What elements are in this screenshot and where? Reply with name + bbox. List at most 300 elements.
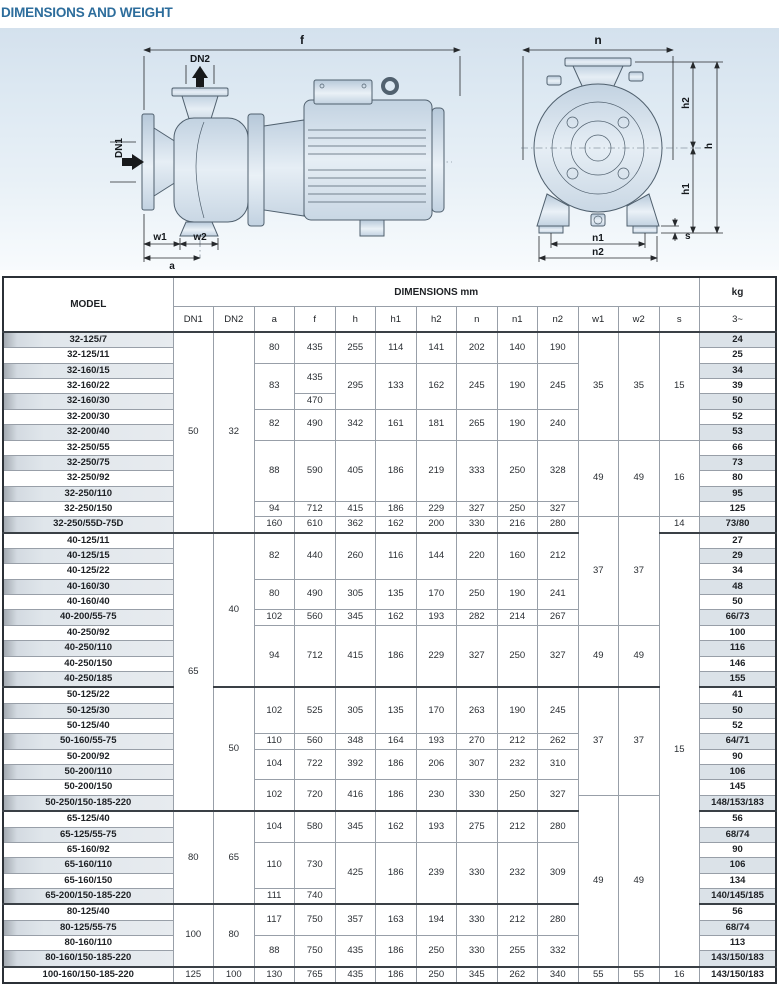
dim-cell-n1: 250 [497,440,538,501]
dim-cell-h2: 141 [416,332,457,363]
header-h2: h2 [416,307,457,333]
model-cell: 40-250/185 [3,671,173,687]
dim-cell-n1: 250 [497,501,538,516]
dim-cell-h2: 144 [416,533,457,580]
dim-cell-w2: 37 [619,687,660,795]
dim-cell-n1: 190 [497,687,538,734]
weight-cell: 64/71 [700,734,777,749]
dim-cell-n: 330 [457,842,498,904]
table-row [3,533,776,549]
dim-cell-f: 720 [295,780,336,811]
dim-cell-f: 435 [295,363,336,394]
dim-cell-h1: 135 [376,579,417,610]
model-cell: 40-250/110 [3,641,173,656]
model-cell: 40-160/30 [3,579,173,594]
dim-cell-a: 82 [254,533,295,580]
weight-cell: 125 [700,501,777,516]
dim-cell-f: 750 [295,936,336,967]
dim-cell-n2: 190 [538,332,579,363]
dim-cell-h1: 186 [376,440,417,501]
weight-cell: 53 [700,425,777,440]
dim-cell-n1: 212 [497,904,538,935]
dim-cell-h1: 186 [376,625,417,687]
dim-cell-n1: 190 [497,579,538,610]
header-model: MODEL [3,277,173,332]
dim-cell-h1: 162 [376,610,417,625]
dim-cell-n1: 190 [497,409,538,440]
weight-cell: 41 [700,687,777,703]
dim-cell-n2: 328 [538,440,579,501]
dim-cell-n1: 216 [497,517,538,533]
model-cell: 50-125/22 [3,687,173,703]
weight-cell: 143/150/183 [700,967,777,983]
weight-cell: 95 [700,486,777,501]
model-cell: 32-250/55 [3,440,173,455]
dim-cell-a: 104 [254,749,295,780]
weight-cell: 145 [700,780,777,795]
model-cell: 40-200/55-75 [3,610,173,625]
dim-cell-dn2: 80 [214,904,255,966]
fan-cover [432,108,444,212]
dim-cell-h1: 164 [376,734,417,749]
dim-cell-s: 16 [659,967,700,983]
weight-cell: 25 [700,348,777,363]
dim-cell-n2: 280 [538,811,579,842]
dim-cell-h2: 206 [416,749,457,780]
dim-cell-w2: 37 [619,517,660,626]
dim-cell-h2: 219 [416,440,457,501]
weight-cell: 106 [700,765,777,780]
dim-cell-n: 330 [457,780,498,811]
model-cell: 32-250/92 [3,471,173,486]
weight-cell: 24 [700,332,777,348]
dim-cell-n: 220 [457,533,498,580]
dim-cell-s: 16 [659,440,700,517]
header-w2: w2 [619,307,660,333]
dim-cell-n2: 280 [538,904,579,935]
weight-cell: 113 [700,936,777,951]
dim-cell-f: 525 [295,687,336,734]
weight-cell: 34 [700,564,777,579]
dim-cell-dn2: 40 [214,533,255,688]
model-cell: 32-200/30 [3,409,173,424]
dim-label-n: n [594,33,602,47]
dim-cell-n1: 190 [497,363,538,409]
weight-cell: 90 [700,842,777,857]
dim-cell-n: 307 [457,749,498,780]
dim-cell-h2: 250 [416,967,457,983]
dim-cell-f: 435 [295,332,336,363]
model-cell: 40-250/92 [3,625,173,640]
pump-diagram-panel [0,28,779,270]
dim-cell-s: 15 [659,332,700,440]
weight-cell: 66 [700,440,777,455]
model-cell: 50-200/150 [3,780,173,795]
page-title: DIMENSIONS AND WEIGHT [1,5,173,20]
dim-cell-f: 580 [295,811,336,842]
terminal-box [314,80,372,104]
dim-cell-h1: 186 [376,501,417,516]
dim-cell-w2: 49 [619,795,660,966]
model-cell: 65-125/40 [3,811,173,827]
dim-cell-n2: 262 [538,734,579,749]
weight-cell: 48 [700,579,777,594]
dim-cell-f: 750 [295,904,336,935]
table-row [3,967,776,983]
dim-cell-h: 342 [335,409,376,440]
dim-cell-h: 435 [335,967,376,983]
weight-cell: 50 [700,394,777,409]
weight-cell: 80 [700,471,777,486]
dim-cell-n2: 309 [538,842,579,904]
dim-cell-h: 345 [335,610,376,625]
dim-cell-h1: 162 [376,517,417,533]
dim-cell-h2: 193 [416,610,457,625]
dim-cell-a: 130 [254,967,295,983]
dim-cell-f: 730 [295,842,336,888]
dim-cell-h2: 230 [416,780,457,811]
dim-cell-f: 712 [295,625,336,687]
model-cell: 80-160/150-185-220 [3,951,173,967]
dim-cell-h: 305 [335,579,376,610]
weight-cell: 116 [700,641,777,656]
dim-cell-f: 740 [295,888,336,904]
dim-cell-n: 202 [457,332,498,363]
dim-cell-dn1: 65 [173,533,214,811]
weight-cell: 52 [700,409,777,424]
dim-cell-h1: 162 [376,811,417,842]
dim-label-w2: w2 [193,232,207,243]
model-cell: 40-125/22 [3,564,173,579]
dim-cell-n: 345 [457,967,498,983]
dim-label-w1: w1 [153,232,167,243]
dim-cell-n: 282 [457,610,498,625]
table-row [3,440,776,455]
dim-cell-f: 722 [295,749,336,780]
dim-cell-a: 88 [254,936,295,967]
dim-cell-dn2: 50 [214,687,255,811]
motor-foot [360,220,384,236]
dim-cell-h: 357 [335,904,376,935]
dim-cell-a: 104 [254,811,295,842]
weight-cell: 56 [700,811,777,827]
dim-cell-h: 348 [335,734,376,749]
dim-cell-a: 111 [254,888,295,904]
dim-cell-w1: 37 [578,687,619,795]
dim-cell-h: 255 [335,332,376,363]
dim-cell-f: 765 [295,967,336,983]
dim-cell-f: 560 [295,734,336,749]
dim-cell-h2: 239 [416,842,457,904]
header-n: n [457,307,498,333]
dim-cell-h: 362 [335,517,376,533]
dim-cell-a: 80 [254,579,295,610]
dim-cell-w2: 49 [619,625,660,687]
table-row [3,517,776,533]
dim-cell-a: 94 [254,625,295,687]
model-cell: 50-200/110 [3,765,173,780]
dim-cell-n: 245 [457,363,498,409]
dim-cell-s: 14 [659,517,700,533]
dim-cell-n: 330 [457,904,498,935]
weight-cell: 27 [700,533,777,549]
dim-cell-n1: 140 [497,332,538,363]
dim-cell-n1: 212 [497,811,538,842]
dim-cell-n: 327 [457,625,498,687]
dim-cell-f: 712 [295,501,336,516]
dim-cell-n2: 327 [538,625,579,687]
model-cell: 40-125/11 [3,533,173,549]
dim-cell-dn1: 50 [173,332,214,533]
weight-cell: 52 [700,718,777,733]
dim-cell-w2: 49 [619,440,660,517]
dim-cell-h: 345 [335,811,376,842]
model-cell: 50-125/40 [3,718,173,733]
dim-label-h: h [704,142,715,150]
header-n1: n1 [497,307,538,333]
dim-label-h1: h1 [681,183,692,195]
dim-label-s: s [685,231,691,242]
pump-side-view-drawing [108,30,488,272]
weight-cell: 68/74 [700,920,777,935]
dim-cell-n: 327 [457,501,498,516]
dim-cell-dn2: 65 [214,811,255,904]
dim-cell-h2: 229 [416,501,457,516]
dim-cell-a: 83 [254,363,295,409]
dim-cell-h2: 250 [416,936,457,967]
dim-cell-n2: 245 [538,363,579,409]
dim-cell-w2: 55 [619,967,660,983]
dim-cell-w1: 49 [578,440,619,517]
dim-cell-h2: 181 [416,409,457,440]
dim-cell-a: 82 [254,409,295,440]
weight-cell: 50 [700,595,777,610]
dim-cell-h: 260 [335,533,376,580]
header-dn1: DN1 [173,307,214,333]
dim-cell-n1: 262 [497,967,538,983]
weight-cell: 73/80 [700,517,777,533]
dim-cell-h1: 186 [376,780,417,811]
model-cell: 40-160/40 [3,595,173,610]
dim-cell-w1: 35 [578,332,619,440]
dim-cell-f: 470 [295,394,336,409]
dim-cell-a: 110 [254,734,295,749]
dim-label-f: f [300,33,304,47]
dim-cell-dn1: 125 [173,967,214,983]
header-w1: w1 [578,307,619,333]
dim-cell-a: 102 [254,610,295,625]
dim-cell-a: 160 [254,517,295,533]
weight-cell: 90 [700,749,777,764]
dim-cell-h: 435 [335,936,376,967]
dim-cell-dn2: 32 [214,332,255,533]
weight-cell: 148/153/183 [700,795,777,811]
model-cell: 65-160/110 [3,858,173,873]
model-cell: 100-160/150-185-220 [3,967,173,983]
dim-cell-a: 117 [254,904,295,935]
model-cell: 40-250/150 [3,656,173,671]
dim-cell-n2: 340 [538,967,579,983]
dim-cell-h2: 200 [416,517,457,533]
weight-cell: 140/145/185 [700,888,777,904]
dim-label-a: a [169,261,175,272]
weight-cell: 50 [700,703,777,718]
dim-cell-a: 88 [254,440,295,501]
dim-cell-n2: 327 [538,501,579,516]
dim-cell-n1: 250 [497,625,538,687]
model-cell: 32-125/11 [3,348,173,363]
dim-cell-f: 610 [295,517,336,533]
dim-cell-h: 405 [335,440,376,501]
model-cell: 32-160/22 [3,379,173,394]
dim-cell-h2: 229 [416,625,457,687]
header-s: s [659,307,700,333]
weight-cell: 106 [700,858,777,873]
dim-cell-h1: 116 [376,533,417,580]
dim-cell-f: 590 [295,440,336,501]
dim-cell-n1: 160 [497,533,538,580]
dim-cell-h1: 186 [376,936,417,967]
dim-label-dn2: DN2 [189,54,211,65]
model-cell: 32-250/110 [3,486,173,501]
dim-cell-n2: 267 [538,610,579,625]
dim-cell-n2: 241 [538,579,579,610]
weight-cell: 29 [700,549,777,564]
model-cell: 80-125/55-75 [3,920,173,935]
model-cell: 50-200/92 [3,749,173,764]
model-cell: 65-125/55-75 [3,827,173,842]
dim-cell-n1: 255 [497,936,538,967]
model-cell: 65-200/150-185-220 [3,888,173,904]
dim-cell-f: 490 [295,409,336,440]
dim-cell-n: 330 [457,936,498,967]
dim-cell-n: 270 [457,734,498,749]
header-kg: kg [700,277,777,307]
dim-cell-s: 15 [659,533,700,967]
dim-cell-dn1: 100 [173,904,214,966]
dim-cell-n: 333 [457,440,498,501]
dim-cell-n2: 327 [538,780,579,811]
dim-cell-h1: 114 [376,332,417,363]
header-a: a [254,307,295,333]
dim-cell-n: 265 [457,409,498,440]
model-cell: 32-160/30 [3,394,173,409]
model-cell: 32-160/15 [3,363,173,378]
dim-cell-h1: 133 [376,363,417,409]
weight-cell: 73 [700,455,777,470]
dim-cell-f: 440 [295,533,336,580]
dim-cell-n: 263 [457,687,498,734]
dim-cell-a: 110 [254,842,295,888]
weight-cell: 39 [700,379,777,394]
dim-cell-h1: 186 [376,967,417,983]
dim-cell-h1: 186 [376,749,417,780]
header-dn2: DN2 [214,307,255,333]
model-cell: 50-125/30 [3,703,173,718]
model-cell: 65-160/150 [3,873,173,888]
dim-cell-dn2: 100 [214,967,255,983]
dim-cell-h: 392 [335,749,376,780]
dim-cell-h2: 170 [416,579,457,610]
dim-cell-n1: 250 [497,780,538,811]
header-h1: h1 [376,307,417,333]
dim-label-n1: n1 [592,233,604,244]
dim-cell-n2: 310 [538,749,579,780]
dim-cell-h: 416 [335,780,376,811]
header-f: f [295,307,336,333]
dim-cell-dn1: 80 [173,811,214,904]
dim-cell-f: 560 [295,610,336,625]
weight-cell: 34 [700,363,777,378]
dim-cell-w1: 37 [578,517,619,626]
dim-cell-h1: 163 [376,904,417,935]
pump-front-view-drawing [495,30,745,266]
dim-cell-h: 425 [335,842,376,904]
dim-cell-h2: 170 [416,687,457,734]
header-h: h [335,307,376,333]
dim-cell-n: 330 [457,517,498,533]
dimensions-table [2,276,777,984]
weight-cell: 56 [700,904,777,920]
dim-cell-h: 295 [335,363,376,409]
model-cell: 32-250/150 [3,501,173,516]
dim-cell-h1: 135 [376,687,417,734]
model-cell: 32-200/40 [3,425,173,440]
model-cell: 50-250/150-185-220 [3,795,173,811]
dim-cell-n2: 212 [538,533,579,580]
header-dimensions-mm: DIMENSIONS mm [173,277,700,307]
dim-cell-a: 94 [254,501,295,516]
table-row [3,332,776,348]
dim-cell-n2: 280 [538,517,579,533]
dn2-flow-arrow-icon [192,66,208,87]
model-cell: 32-250/75 [3,455,173,470]
dim-cell-h2: 162 [416,363,457,409]
dn1-flow-arrow-icon [122,154,144,170]
model-cell: 80-160/110 [3,936,173,951]
dim-cell-n2: 332 [538,936,579,967]
dim-cell-w1: 49 [578,625,619,687]
lifting-eye-icon [383,79,397,93]
weight-cell: 134 [700,873,777,888]
dim-cell-n2: 240 [538,409,579,440]
model-cell: 32-125/7 [3,332,173,348]
model-cell: 80-125/40 [3,904,173,920]
dim-cell-f: 490 [295,579,336,610]
weight-cell: 146 [700,656,777,671]
weight-cell: 100 [700,625,777,640]
dim-cell-h1: 161 [376,409,417,440]
dim-cell-w1: 49 [578,795,619,966]
dim-cell-h: 415 [335,501,376,516]
dim-cell-h2: 193 [416,734,457,749]
dim-cell-n: 250 [457,579,498,610]
weight-cell: 155 [700,671,777,687]
dim-cell-n1: 232 [497,842,538,904]
dim-cell-h1: 186 [376,842,417,904]
dim-cell-a: 80 [254,332,295,363]
dim-cell-n1: 232 [497,749,538,780]
dim-label-dn1: DN1 [114,137,125,159]
dim-cell-w2: 35 [619,332,660,440]
dim-cell-n: 275 [457,811,498,842]
dim-cell-h2: 194 [416,904,457,935]
dim-label-h2: h2 [681,97,692,109]
dim-cell-a: 102 [254,687,295,734]
dim-cell-h: 415 [335,625,376,687]
model-cell: 40-125/15 [3,549,173,564]
dim-cell-h2: 193 [416,811,457,842]
